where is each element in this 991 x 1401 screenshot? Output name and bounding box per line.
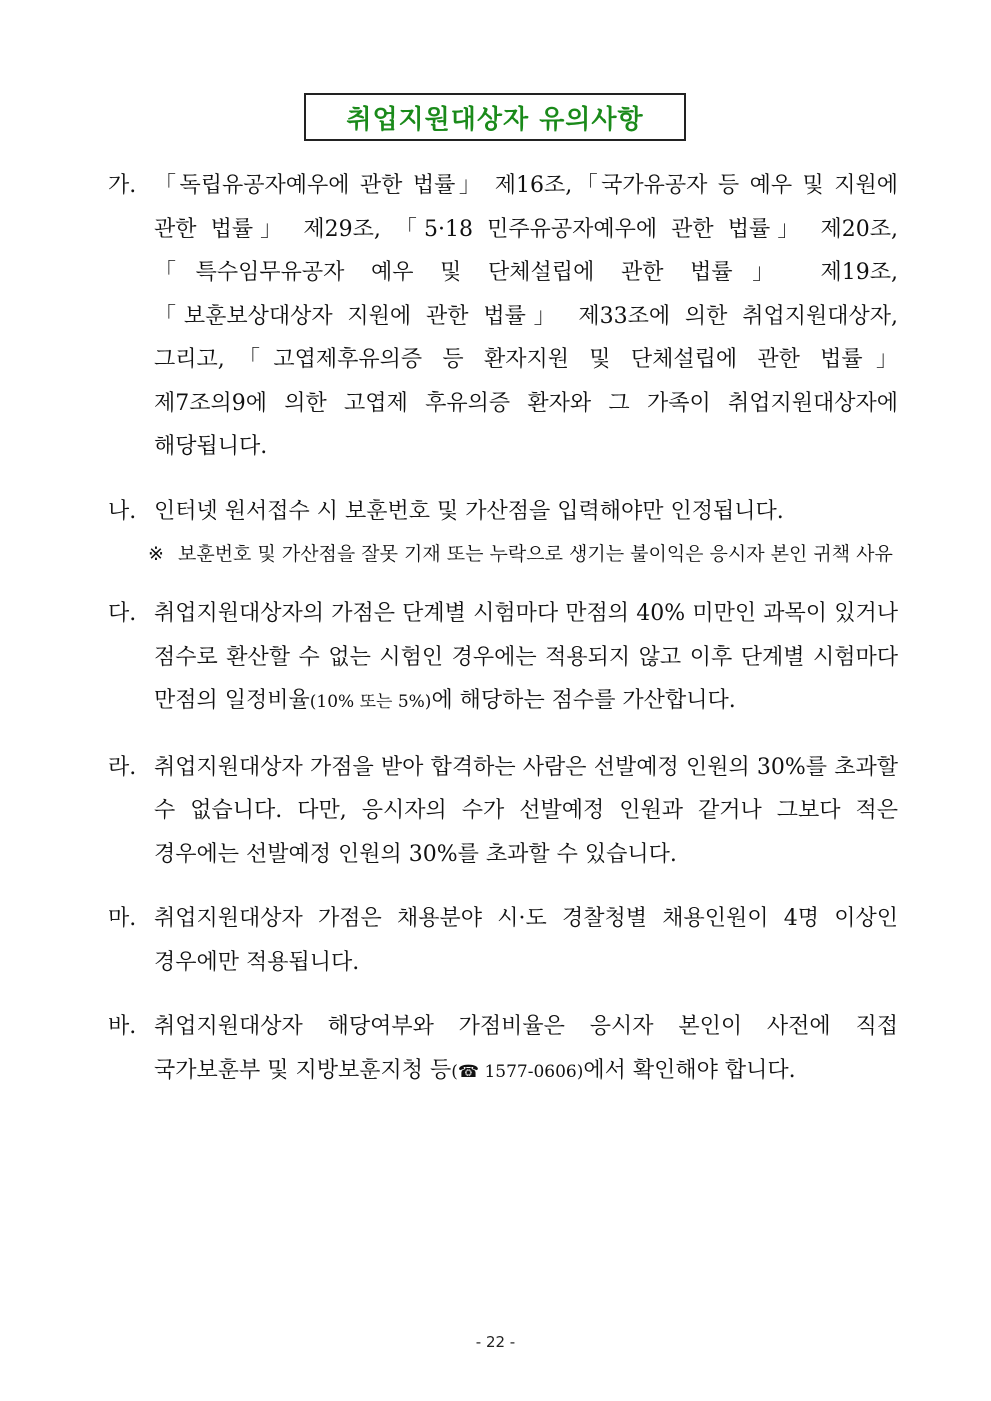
list-item-da — [108, 592, 898, 725]
item-text: 취업지원대상자 가점은 채용분야 시·도 경찰청별 채용인원이 4명 이상인 경우에만 적용됩니다. — [154, 906, 898, 975]
item-text-part: 에 해당하는 점수를 가산합니다. — [431, 688, 736, 713]
page-title: 취업지원대상자 유의사항 — [346, 104, 644, 135]
note — [148, 537, 898, 571]
page-number: - 22 - — [475, 1333, 516, 1351]
note-text: 보훈번호 및 가산점을 잘못 기재 또는 누락으로 생기는 불이익은 응시자 본인 귀책 사유 — [178, 543, 893, 565]
item-marker: 마. — [108, 906, 137, 931]
item-text — [154, 592, 898, 725]
item-text: 「독립유공자예우에 관한 법률」 제16조,「국가유공자 등 예우 및 지원에 관한 법률」 제29조, 「5·18 민주유공자예우에 관한 법률」 제20조,「특수임무유공자 예우 및 단체설립에 관한 법률」 제19조, 「보훈보상대상자 지원에 관한 법률」 제33조에 의한 취업지원대상자, 그리고,「고엽제후유의증 등 환자지원 및 단체설립에 관한 법률」 제7조의9에 의한 고엽제 후유의증 환자와 그 가족이 취업지원대상자에 해당됩니다. — [154, 173, 898, 459]
item-text-part: 에서 확인해야 합니다. — [583, 1057, 796, 1083]
list-item-na — [108, 490, 898, 534]
item-marker: 바. — [108, 1014, 137, 1039]
note-marker: ※ — [148, 543, 164, 565]
item-marker: 나. — [108, 498, 137, 524]
ratio-text: (10% 또는 5%) — [309, 692, 432, 712]
item-marker: 가. — [108, 173, 137, 198]
item-marker: 다. — [108, 601, 137, 626]
item-text: 취업지원대상자 가점을 받아 합격하는 사람은 선발예정 인원의 30%를 초과할 수 없습니다. 다만, 응시자의 수가 선발예정 인원과 같거나 그보다 적은 경우에는 선발예정 인원의 30%를 초과할 수 있습니다. — [154, 754, 898, 867]
title-box — [304, 93, 686, 141]
list-item-ma — [108, 897, 898, 984]
list-item-ga — [108, 164, 898, 469]
item-marker: 라. — [108, 754, 137, 780]
item-text — [154, 1005, 898, 1094]
notice-list — [108, 164, 898, 1094]
item-text: 인터넷 원서접수 시 보훈번호 및 가산점을 입력해야만 인정됩니다. — [154, 498, 784, 524]
list-item-ba — [108, 1005, 898, 1094]
phone-number: (☎ 1577-0606) — [451, 1061, 584, 1082]
item-text-part: 취업지원대상자 해당여부와 가점비율은 응시자 본인이 사전에 직접 국가보훈부 및 지방보훈지청 등 — [154, 1014, 898, 1083]
item-text-part: 취업지원대상자의 가점은 단계별 시험마다 만점의 40% 미만인 과목이 있거나 점수로 환산할 수 없는 시험인 경우에는 적용되지 않고 이후 단계별 시험마다 만점의 일정비율 — [154, 601, 898, 713]
list-item-ra — [108, 746, 898, 877]
